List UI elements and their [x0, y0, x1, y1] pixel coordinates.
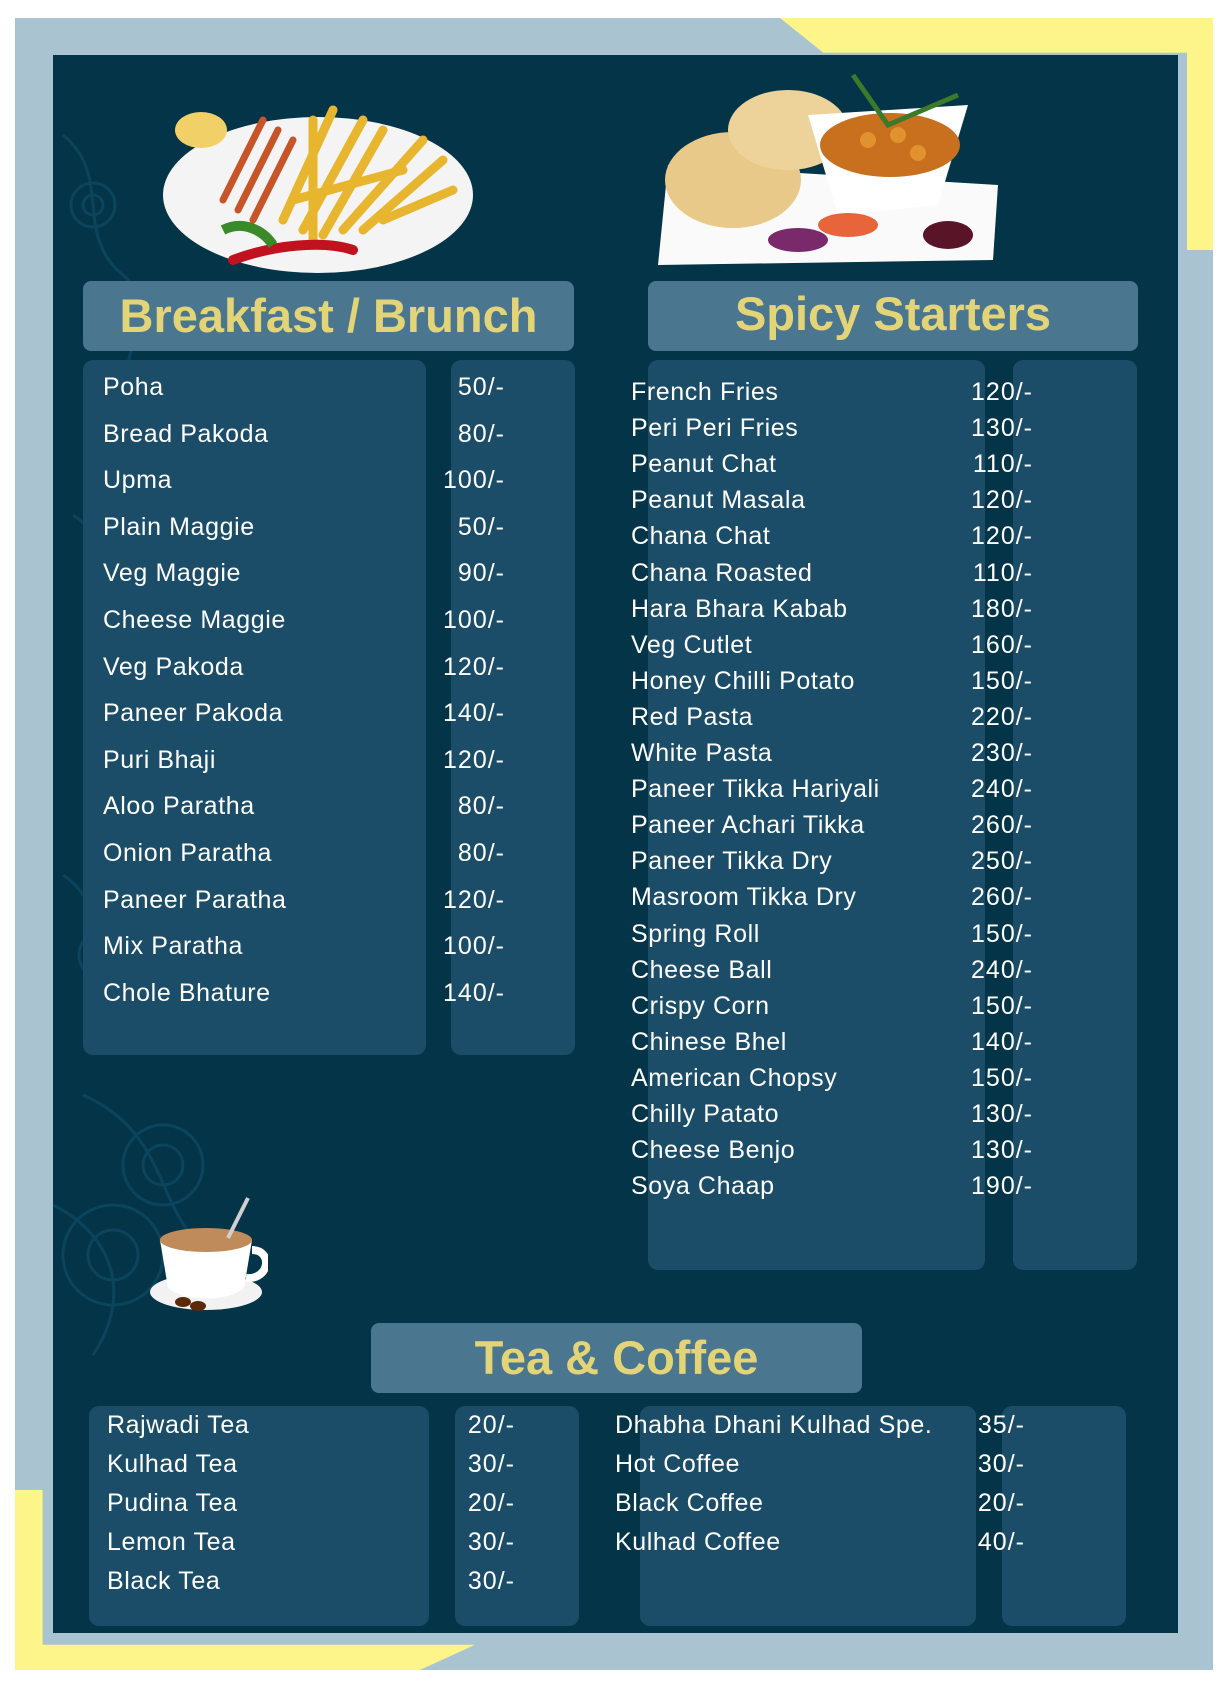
- menu-item-name: Kulhad Tea: [107, 1450, 238, 1478]
- menu-item-name: Cheese Benjo: [631, 1136, 796, 1165]
- menu-item-name: Paneer Tikka Hariyali: [631, 775, 880, 804]
- menu-item-name: Veg Maggie: [103, 559, 242, 588]
- menu-item-price: 50/-: [457, 512, 505, 541]
- menu-item-name: Chinese Bhel: [631, 1027, 787, 1056]
- menu-item-name: Mix Paratha: [103, 932, 243, 961]
- menu-item-price: 220/-: [971, 702, 1033, 731]
- menu-item-price: 150/-: [971, 1063, 1033, 1092]
- menu-item-price: 30/-: [467, 1528, 515, 1556]
- menu-item-price: 35/-: [977, 1411, 1025, 1439]
- menu-item-name: French Fries: [631, 378, 779, 406]
- menu-item-name: Hot Coffee: [615, 1450, 741, 1478]
- menu-item-price: 120/-: [443, 745, 505, 774]
- menu-item-price: 80/-: [457, 419, 505, 448]
- menu-item-name: Peanut Chat: [631, 450, 777, 479]
- menu-panel: [53, 55, 1178, 1633]
- menu-item-price: 120/-: [971, 486, 1033, 515]
- menu-item-name: Hara Bhara Kabab: [631, 594, 848, 623]
- menu-item-price: 130/-: [971, 1136, 1033, 1165]
- menu-item-price: 130/-: [971, 1100, 1033, 1128]
- menu-item-price: 100/-: [443, 932, 505, 961]
- menu-item-name: Chana Roasted: [631, 558, 813, 587]
- menu-item-name: Spring Roll: [631, 919, 760, 948]
- menu-item-name: Upma: [103, 466, 173, 495]
- menu-item-price: 80/-: [457, 792, 505, 821]
- menu-item-name: Dhabha Dhani Kulhad Spe.: [615, 1411, 933, 1439]
- menu-item-name: White Pasta: [631, 739, 773, 767]
- menu-item-name: Veg Cutlet: [631, 630, 753, 659]
- menu-item-name: Chana Chat: [631, 522, 771, 551]
- menu-item-name: Bread Pakoda: [103, 419, 269, 448]
- menu-item-price: 100/-: [443, 606, 505, 634]
- menu-item-price: 30/-: [977, 1450, 1025, 1478]
- menu-item-price: 230/-: [971, 739, 1033, 767]
- menu-item-name: Aloo Paratha: [103, 792, 255, 821]
- menu-item-name: Onion Paratha: [103, 839, 273, 867]
- menu-item-price: 240/-: [971, 955, 1033, 984]
- menu-item-name: Black Tea: [107, 1567, 221, 1595]
- menu-item-name: Veg Pakoda: [103, 652, 244, 681]
- menu-item-price: 20/-: [977, 1489, 1025, 1517]
- menu-item-price: 160/-: [971, 630, 1033, 659]
- menu-item-name: Paneer Tikka Dry: [631, 847, 833, 876]
- menu-item-price: 20/-: [467, 1489, 515, 1517]
- menu-item-price: 30/-: [467, 1450, 515, 1478]
- menu-item-price: 120/-: [971, 378, 1033, 406]
- menu-item-price: 110/-: [972, 558, 1033, 587]
- menu-item-price: 80/-: [457, 839, 505, 867]
- menu-item-name: Lemon Tea: [107, 1528, 236, 1556]
- menu-item-name: American Chopsy: [631, 1063, 838, 1092]
- menu-item-price: 120/-: [443, 885, 505, 914]
- menu-item-price: 130/-: [971, 414, 1033, 443]
- menu-item-price: 150/-: [971, 666, 1033, 695]
- menu-item-name: Rajwadi Tea: [107, 1411, 250, 1439]
- menu-item-price: 150/-: [971, 991, 1033, 1020]
- menu-item-name: Red Pasta: [631, 702, 754, 731]
- menu-item-name: Kulhad Coffee: [615, 1528, 781, 1556]
- menu-item-price: 180/-: [971, 594, 1033, 623]
- menu-item-name: Paneer Achari Tikka: [631, 811, 865, 840]
- menu-item-name: Honey Chilli Potato: [631, 666, 856, 695]
- menu-item-name: Puri Bhaji: [103, 745, 216, 774]
- menu-item-price: 30/-: [467, 1567, 515, 1595]
- menu-item-name: Plain Maggie: [103, 512, 255, 541]
- tea-coffee-header: Tea & Coffee: [371, 1323, 862, 1393]
- menu-item-price: 110/-: [972, 450, 1033, 479]
- menu-item-price: 240/-: [971, 775, 1033, 804]
- menu-item-name: Crispy Corn: [631, 991, 770, 1020]
- menu-item-name: Pudina Tea: [107, 1489, 238, 1517]
- menu-item-price: 140/-: [971, 1027, 1033, 1056]
- breakfast-header: Breakfast / Brunch: [83, 281, 574, 351]
- menu-item-price: 150/-: [971, 919, 1033, 948]
- menu-item-name: Chilly Patato: [631, 1100, 780, 1128]
- menu-item-price: 20/-: [467, 1411, 515, 1439]
- coffee-cup-icon: [148, 1190, 268, 1315]
- menu-item-price: 120/-: [971, 522, 1033, 551]
- menu-item-name: Chole Bhature: [103, 978, 271, 1007]
- menu-item-price: 250/-: [971, 847, 1033, 876]
- menu-item-name: Cheese Ball: [631, 955, 773, 984]
- menu-item-price: 190/-: [971, 1172, 1033, 1201]
- menu-item-name: Poha: [103, 373, 164, 401]
- menu-item-price: 50/-: [457, 373, 505, 401]
- menu-item-price: 120/-: [443, 652, 505, 681]
- menu-item-name: Paneer Paratha: [103, 885, 287, 914]
- menu-item-name: Black Coffee: [615, 1489, 764, 1517]
- menu-item-price: 260/-: [971, 883, 1033, 912]
- menu-item-name: Paneer Pakoda: [103, 699, 284, 728]
- menu-item-price: 90/-: [457, 559, 505, 588]
- menu-item-price: 260/-: [971, 811, 1033, 840]
- menu-item-price: 100/-: [443, 466, 505, 495]
- menu-item-name: Peanut Masala: [631, 486, 806, 515]
- puri-bhaji-plate-icon: [658, 65, 1003, 275]
- menu-item-price: 140/-: [443, 699, 505, 728]
- starters-header: Spicy Starters: [648, 281, 1138, 351]
- menu-item-price: 40/-: [977, 1528, 1025, 1556]
- menu-item-price: 140/-: [443, 978, 505, 1007]
- menu-item-name: Peri Peri Fries: [631, 414, 799, 443]
- menu-item-name: Cheese Maggie: [103, 606, 286, 634]
- menu-item-name: Soya Chaap: [631, 1172, 775, 1201]
- fries-plate-icon: [153, 70, 483, 280]
- menu-item-name: Masroom Tikka Dry: [631, 883, 857, 912]
